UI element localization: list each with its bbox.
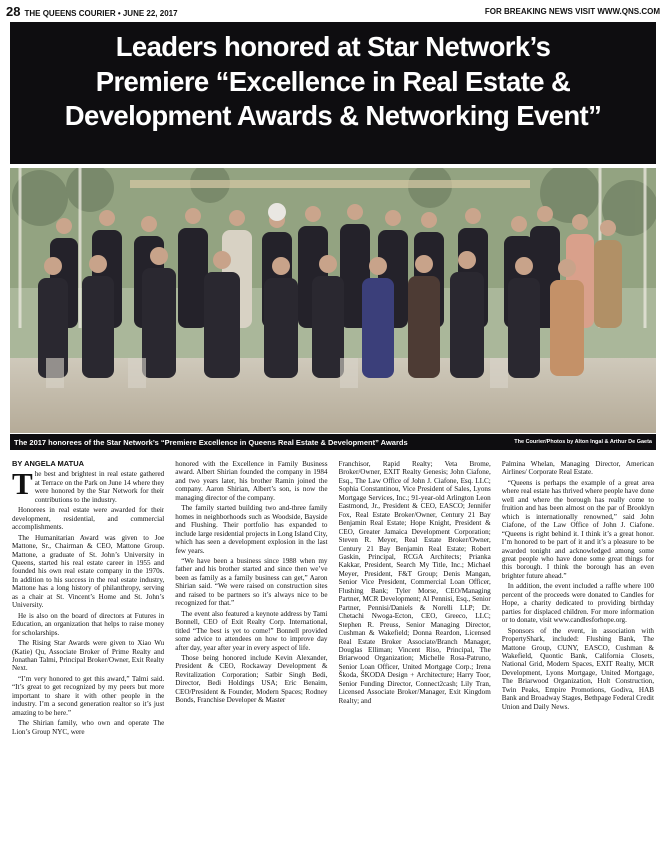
article-paragraph: The Shirian family, who own and operate The Lion’s Group NYC, were	[12, 719, 165, 736]
page-number: 28	[6, 3, 21, 19]
article-paragraph: In addition, the event included a raffle where 100 percent of the proceeds were donated to Candles for Hope, a charity dedicated to providing birthday parties for displaced children. For more information or to donate, visit www.candlesforhope.org.	[501, 582, 654, 625]
page-header-left	[6, 4, 178, 19]
article-body	[12, 460, 654, 840]
article-paragraph: “I’m very honored to get this award,” Talmi said. “It’s great to get recognized by my peers but more important to share it with other people in the industry. I’m a second generation realtor so it’s just amazing to be here.”	[12, 674, 165, 717]
article-paragraph: Franchisor, Rapid Realty; Veta Brome, Broker/Owner, EXIT Realty Genesis; John Ciafone, Esq., The Law Office of John J. Ciafone, Esq. LLC; Sophia Constantinou, Vice President of Sales, Lyons Mortgage Services, Inc.; 91-year-old Arlington Leon Eastmond, Jr., President & CEO, EASCO; Jennifer Fox, Real Estate Broker/Owner, Century 21 Bay Benjamin Real Estate; Hope Knight, President & CEO, Greater Jamaica Development Corporation; Steven R. Meyer, Real Estate Broker/Owner, Century 21 Bay Benjamin Real Estate; Robert Gaskin, Principal, RCGA Architects; Prianka Kakkar, President, Search My Title, Inc.; Michael Meyer, President, F&T Group; Denis Mangan, Senior Vice President, Commercial Loan Officer, Flushing Bank; Tyler Morse, CEO/Managing Partner, MCR Development; Al Pennisi, Esq., Senior Partner, Pennisi/Daniels & Norelli LLP; Dr. Chetachi Nwoga-Ecton, CEO, Greeco, LLC; Stephen R. Preuss, Senior Managing Director, Cushman & Wakefield; Donna Reardon, Licensed Real Estate Broker Associate/Branch Manager, Douglas Elliman; Vincent Riso, Principal, The Briarwood Organization; Michelle Rosa-Patruno, Senior Loan Officer, United Mortgage Corp.; Irena Škoda, ŠKODA Design + Architecture; Harry Toor, Senior Funding Director, Connect2cash; Lily Tran, Licensed Associate Broker/Manager, Exit Kingdom Realty; and	[338, 460, 491, 705]
article-paragraph: Honorees in real estate were awarded for their development, residential, and commercial accomplishments.	[12, 506, 165, 532]
article-column-1	[12, 460, 164, 840]
article-paragraph: “We have been a business since 1988 when my father and his brother started and since then we’ve been as family as a family business can get,” Aaron Shirian said. “We were raised on construction sites and raised to be partners so it’s always nice to be recognized for that.”	[175, 556, 328, 608]
article-paragraph: honored with the Excellence in Family Business award. Albert Shirian founded the company in 1984 and two years later, his brother Ramin joined the company. Aaron Shirian, Albert’s son, is now the managing director of the company.	[175, 460, 328, 502]
article-paragraph: The Humanitarian Award was given to Joe Mattone, Sr., Chairman & CEO, Mattone Group. Mattone, a graduate of St. John’s University in Queens, started his real estate career in 1955 and founded his own real estate company in the 1970s. In addition to his success in the real estate industry, Mattone has a long history of philanthropy, serving as a chair at St. Vincent’s Home and St. John’s University.	[12, 533, 165, 610]
article-paragraph: The best and brightest in real estate gathered at Terrace on the Park on June 14 where they were honored by the Star Network for their contributions to the industry.	[12, 466, 165, 504]
breaking-news-link[interactable]: FOR BREAKING NEWS VISIT WWW.QNS.COM	[484, 6, 660, 16]
article-paragraph: Sponsors of the event, in association with PropertyShark, included: Flushing Bank, The Mattone Group, CUNY, EASCO, Cushman & Wakefield, Quontic Bank, California Closets, National Grid, Modern Spaces, EXIT Realty, MCR Development, Lyons Mortgage, United Mortgage, The Briarwood Organization, Holt Construction, Twin Peaks, Empire Promotions, Godiva, HAB Bank and Broadway Stages, Bethpage Federal Credit Union and Daily News.	[501, 626, 654, 711]
article-column-4	[502, 460, 654, 840]
photo-caption: The 2017 honorees of the Star Network’s “Premiere Excellence in Queens Real Estate & Development” Awards	[14, 437, 408, 447]
article-paragraph: The event also featured a keynote address by Tami Bonnell, CEO of Exit Realty Corp. International, titled “The best is yet to come!” Bonnell provided some advice to attendees on how to improve day after day, year after year in every aspect of life.	[175, 609, 328, 652]
article-paragraph: He is also on the board of directors at Futures in Education, an organization that helps to raise money for scholarships.	[12, 611, 165, 637]
article-column-3	[339, 460, 491, 840]
headline-line-1: Leaders honored at Star Network’s	[115, 31, 551, 62]
drop-cap: T	[12, 466, 33, 502]
article-paragraph: Those being honored include Kevin Alexander, President & CEO, Rockaway Development & Revitalization Corporation; Satbir Singh Bedi, Director, Bedi Holdings USA; Eric Benaim, CEO/President & Founder, Modern Spaces; Rodney Bonds, Franchise Developer & Master	[175, 653, 328, 705]
article-paragraph: Palmina Whelan, Managing Director, American Airlines/ Corporate Real Estate.	[501, 460, 654, 477]
photo-caption-bar	[10, 434, 656, 450]
publication-dateline: THE QUEENS COURIER • JUNE 22, 2017	[24, 8, 178, 18]
group-photo	[10, 168, 656, 433]
byline: BY ANGELA MATUA	[12, 460, 85, 468]
photo-credit: The Courier/Photos by Alton Ingal & Arthur De Gaeta	[514, 439, 652, 445]
article-paragraph: The family started building two and-three family homes in neighborhoods such as Woodside, Bayside and Flushing. Their portfolio has expanded to include large residential projects in Long Island City, which has seen a development explosion in the last few years.	[175, 504, 328, 555]
headline-banner	[10, 22, 656, 164]
article-paragraph: The Rising Star Awards were given to Xiao Wu (Katie) Qu, Associate Broker of Prime Realty and Jonathan Talmi, Principal Broker/Owner, Exit Realty Next.	[12, 639, 165, 673]
article-column-2	[175, 460, 327, 840]
headline-line-3: Development Awards & Networking Event”	[64, 100, 602, 131]
article-paragraph: “Queens is perhaps the example of a great area where real estate has thrived where people have done well and where the borough has really come to fruition and has been almost on the par of Brooklyn which is internationally renowned,” said John Ciafone, of the Law Office of John J. Ciafone. “Queens is right behind it. I think it’s a great honor. I’m honored to be part of it and it’s a pleasure to be awarded tonight and acknowledged among some great people who have done some great things for this borough. I think the borough has an even brighter future ahead.”	[501, 478, 654, 580]
page-header	[6, 4, 660, 18]
headline-line-2: Premiere “Excellence in Real Estate &	[95, 65, 571, 97]
